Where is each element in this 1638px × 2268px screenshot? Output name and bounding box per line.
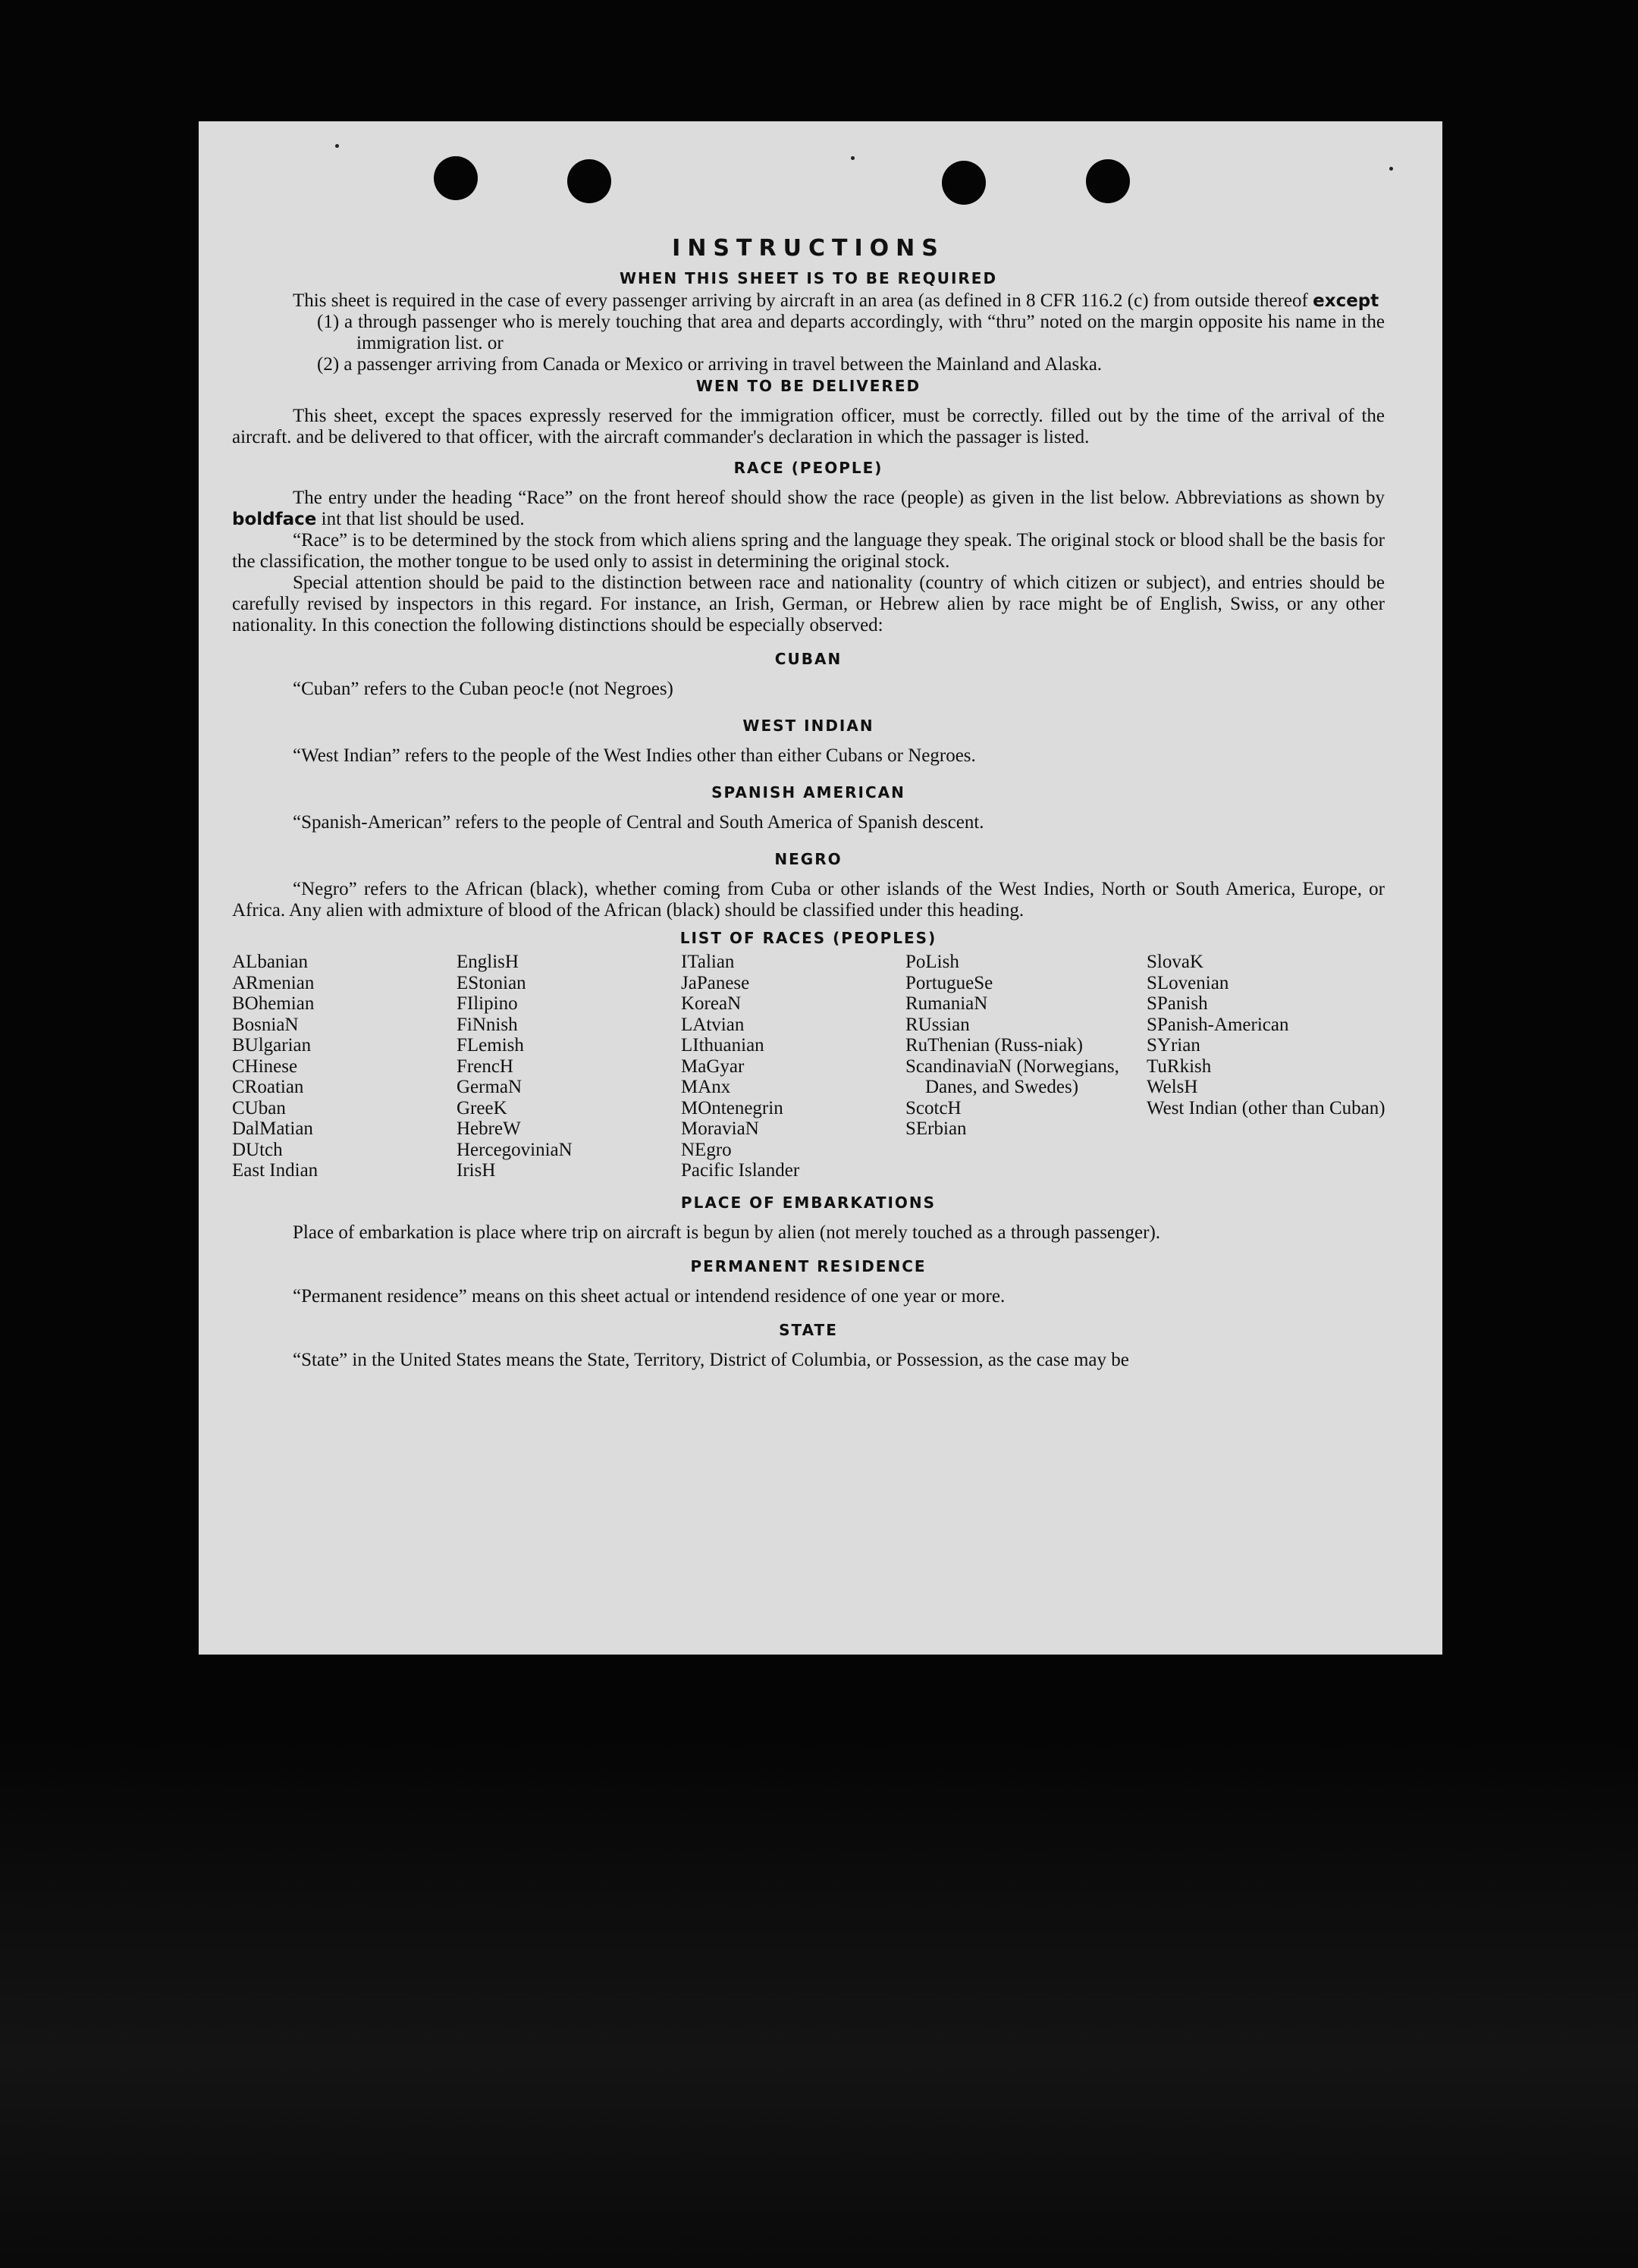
paragraph: “Negro” refers to the African (black), whether coming from Cuba or other islands of the West Indies, North or South America, Europe, or Africa. Any alien with admixture of blood of the African (black) should be classified under this heading. [232, 879, 1385, 921]
race-entry: ITalian [681, 952, 735, 972]
race-entry: LIthuanian [681, 1035, 764, 1056]
section-heading: PERMANENT RESIDENCE [690, 1256, 927, 1275]
race-entry: East Indian [232, 1160, 318, 1181]
race-entry: BUlgarian [232, 1035, 312, 1056]
race-entry: DUtch [232, 1139, 283, 1160]
list-item: (1) a through passenger who is merely touching that area and departs accordingly, with “thru” noted on the margin opposite his name in the immigration list. or [317, 312, 1385, 353]
race-entry: SErbian [905, 1118, 967, 1139]
race-entry: GreeK [457, 1097, 507, 1118]
race-entry: FLemish [457, 1035, 524, 1056]
race-entry: ARmenian [232, 972, 315, 993]
punch-hole [434, 156, 478, 200]
bold-term: boldface [232, 510, 317, 529]
race-entry: HercegoviniaN [457, 1139, 573, 1160]
race-entry: SYrian [1147, 1035, 1200, 1056]
punch-hole [1086, 159, 1130, 203]
race-entry: TuRkish [1147, 1056, 1212, 1077]
section-heading: RACE (PEOPLE) [733, 459, 883, 477]
race-entry: NEgro [681, 1139, 732, 1160]
race-entry: West Indian (other than Cuban) [1147, 1097, 1385, 1118]
race-entry: DalMatian [232, 1118, 313, 1139]
section-heading: SPANISH AMERICAN [711, 783, 905, 801]
section-heading: WEN TO BE DELIVERED [695, 377, 921, 395]
race-entry: FrencH [457, 1056, 513, 1077]
paragraph: “Spanish-American” refers to the people of Central and South America of Spanish descent. [293, 812, 984, 833]
race-entry: EnglisH [457, 952, 519, 972]
races-column [1147, 952, 1389, 1181]
race-entry: RUssian [905, 1014, 970, 1035]
section-heading: NEGRO [774, 850, 843, 868]
races-column [232, 952, 457, 1181]
race-entry: EStonian [457, 972, 526, 993]
race-entry: SPanish-American [1147, 1014, 1289, 1035]
race-entry: PoLish [905, 952, 959, 972]
race-entry: CRoatian [232, 1077, 304, 1097]
paragraph: “State” in the United States means the State, Territory, District of Columbia, or Possession, as the case may be [293, 1349, 1129, 1370]
race-entry: MAnx [681, 1077, 731, 1097]
paragraph: Place of embarkation is place where trip on aircraft is begun by alien (not merely touched as a through passenger). [293, 1222, 1161, 1243]
section-heading: WEST INDIAN [742, 717, 874, 735]
dust-speck [1389, 167, 1393, 171]
film-background [0, 1737, 1638, 2268]
paragraph: The entry under the heading “Race” on the front hereof should show the race (people) as given in the list below. Abbreviations as shown by boldface int that list should be used. [232, 488, 1385, 529]
race-entry: MoraviaN [681, 1118, 759, 1139]
paragraph: “Permanent residence” means on this sheet actual or intendend residence of one year or more. [293, 1285, 1006, 1307]
race-entry: ALbanian [232, 952, 308, 972]
list-item: (2) a passenger arriving from Canada or Mexico or arriving in travel between the Mainland and Alaska. [317, 354, 1103, 375]
document-sheet [199, 121, 1442, 1655]
race-entry: FiNnish [457, 1014, 518, 1035]
races-column [905, 952, 1147, 1181]
race-entry: RuThenian (Russ-niak) [905, 1035, 1083, 1056]
paragraph: This sheet is required in the case of every passenger arriving by aircraft in an area (as defined in 8 CFR 116.2 (c) from outside thereof except [293, 290, 1379, 311]
punch-hole [567, 159, 611, 203]
race-entry: ScandinaviaN (Norwegians, Danes, and Swedes) [905, 1056, 1119, 1097]
races-column [457, 952, 681, 1181]
race-entry: Pacific Islander [681, 1160, 800, 1181]
race-entry: KoreaN [681, 993, 742, 1014]
race-entry: IrisH [457, 1160, 496, 1181]
race-entry: HebreW [457, 1118, 521, 1139]
race-entry: ScotcH [905, 1097, 962, 1118]
paragraph: “Race” is to be determined by the stock from which aliens spring and the language they speak. The original stock or blood shall be the basis for the classification, the mother tongue to be used only to assist in determining the original stock. [232, 530, 1385, 572]
race-entry: CHinese [232, 1056, 298, 1077]
section-heading: LIST OF RACES (PEOPLES) [679, 929, 937, 947]
races-list [232, 952, 1385, 1181]
dust-speck [335, 144, 339, 148]
section-heading: WHEN THIS SHEET IS TO BE REQUIRED [619, 269, 998, 287]
race-entry: PortugueSe [905, 972, 993, 993]
section-heading: STATE [779, 1320, 838, 1339]
race-entry: GermaN [457, 1077, 522, 1097]
race-entry: FIlipino [457, 993, 518, 1014]
section-heading: CUBAN [774, 650, 843, 668]
race-entry: LAtvian [681, 1014, 745, 1035]
paragraph: “West Indian” refers to the people of the West Indies other than either Cubans or Negroes. [293, 745, 976, 766]
races-column [681, 952, 905, 1181]
race-entry: BOhemian [232, 993, 315, 1014]
section-heading: PLACE OF EMBARKATIONS [680, 1193, 937, 1212]
page-title: INSTRUCTIONS [672, 235, 945, 262]
race-entry: MaGyar [681, 1056, 745, 1077]
race-entry: SlovaK [1147, 952, 1203, 972]
race-entry: MOntenegrin [681, 1097, 783, 1118]
dust-speck [851, 156, 855, 160]
race-entry: RumaniaN [905, 993, 988, 1014]
paragraph: Special attention should be paid to the distinction between race and nationality (country of which citizen or subject), and entries should be carefully revised by inspectors in this regard. For instance, an Irish, German, or Hebrew alien by race might be of English, Swiss, or any other nationality. In this conection the following distinctions should be especially observed: [232, 572, 1385, 635]
race-entry: WelsH [1147, 1077, 1198, 1097]
instructions-content [232, 235, 1385, 1371]
paragraph: This sheet, except the spaces expressly reserved for the immigration officer, must be correctly. filled out by the time of the arrival of the aircraft. and be delivered to that officer, with the aircraft commander's declaration in which the passager is listed. [232, 406, 1385, 447]
race-entry: SPanish [1147, 993, 1208, 1014]
race-entry: BosniaN [232, 1014, 299, 1035]
paragraph: “Cuban” refers to the Cuban peoc!e (not Negroes) [293, 679, 673, 699]
race-entry: JaPanese [681, 972, 750, 993]
race-entry: CUban [232, 1097, 286, 1118]
punch-hole [942, 161, 986, 205]
bold-term: except [1313, 291, 1379, 311]
race-entry: SLovenian [1147, 972, 1229, 993]
